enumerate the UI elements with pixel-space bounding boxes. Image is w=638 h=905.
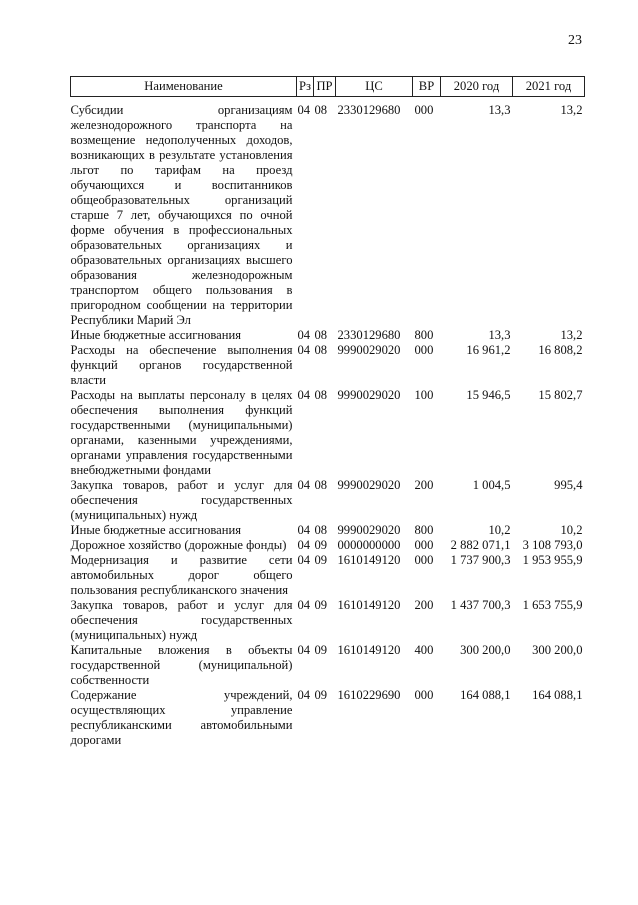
row-name: Расходы на обеспечение выполнения функций органов государственной власти [70,343,293,387]
row-2021: 164 088,1 [532,688,583,702]
row-vr: 000 [414,538,434,552]
header-name: Наименование [71,77,297,97]
table-body [71,97,585,749]
row-2020: 1 004,5 [472,478,511,492]
row-vr: 000 [414,688,434,702]
row-pr: 09 [314,643,328,657]
row-2021: 995,4 [554,478,583,492]
row-2021: 16 808,2 [538,343,583,357]
budget-table [70,76,585,748]
row-2021: 1 653 755,9 [522,598,583,612]
row-name: Иные бюджетные ассигнования [70,523,242,537]
row-pr: 09 [314,598,328,612]
row-cs: 1610149120 [337,598,401,612]
row-rz: 04 [297,328,311,342]
row-rz: 04 [297,538,311,552]
header-vr: ВР [413,77,441,97]
row-name: Дорожное хозяйство (дорожные фонды) [70,538,287,552]
row-cs: 1610149120 [337,643,401,657]
row-rz: 04 [297,553,311,567]
row-vr: 400 [414,643,434,657]
row-2020: 16 961,2 [466,343,511,357]
row-cs: 9990029020 [337,523,401,537]
row-cs: 2330129680 [337,328,401,342]
header-rz: Рз [297,77,314,97]
row-name: Содержание учреждений, осуществляющих управление республиканскими автомобильными дорогами [70,688,293,747]
row-2021: 13,2 [560,328,583,342]
header-pr: ПР [314,77,336,97]
row-2021: 10,2 [560,523,583,537]
row-2020: 1 737 900,3 [450,553,511,567]
row-pr: 08 [314,103,328,117]
row-rz: 04 [297,523,311,537]
table-row [71,328,585,343]
row-cs: 9990029020 [337,478,401,492]
row-pr: 08 [314,478,328,492]
row-cs: 0000000000 [337,538,401,552]
row-rz: 04 [297,598,311,612]
row-rz: 04 [297,103,311,117]
row-rz: 04 [297,343,311,357]
row-2020: 10,2 [488,523,511,537]
row-2020: 300 200,0 [460,643,511,657]
row-vr: 200 [414,478,434,492]
table-row [71,643,585,688]
table-row [71,523,585,538]
row-pr: 08 [314,328,328,342]
table-header [71,77,585,97]
row-pr: 08 [314,388,328,402]
row-2021: 13,2 [560,103,583,117]
row-vr: 800 [414,328,434,342]
row-pr: 09 [314,553,328,567]
row-2020: 13,3 [488,328,511,342]
row-rz: 04 [297,388,311,402]
row-vr: 800 [414,523,434,537]
row-name: Расходы на выплаты персоналу в целях обеспечения выполнения функций государственными (муниципальными) органами, казенными учреждениями, органами управления государственными внебюджетными фондами [70,388,293,477]
row-2021: 300 200,0 [532,643,583,657]
row-2020: 15 946,5 [466,388,511,402]
row-pr: 08 [314,523,328,537]
row-name: Иные бюджетные ассигнования [70,328,242,342]
row-cs: 1610149120 [337,553,401,567]
table-row [71,538,585,553]
row-name: Модернизация и развитие сети автомобильных дорог общего пользования республиканского значения [70,553,293,597]
row-vr: 000 [414,553,434,567]
table-row [71,343,585,388]
page-number: 23 [568,33,582,48]
row-vr: 000 [414,103,434,117]
row-cs: 2330129680 [337,103,401,117]
table-row [71,598,585,643]
table-row [71,478,585,523]
table-row [71,688,585,748]
row-pr: 09 [314,688,328,702]
header-2021: 2021 год [513,77,585,97]
row-2020: 13,3 [488,103,511,117]
row-cs: 1610229690 [337,688,401,702]
row-name: Субсидии организациям железнодорожного транспорта на возмещение недополученных доходов, возникающих в результате установления льгот по тарифам на проезд обучающихся и воспитанников общеобразовательных организаций старше 7 лет, обучающихся по очной форме обучения в профессиональных образовательных организациях и образовательных организациях высшего образования железнодорожным транспортом общего пользования в пригородном сообщении на территории Республики Марий Эл [70,103,293,327]
row-cs: 9990029020 [337,343,401,357]
row-name: Капитальные вложения в объекты государственной (муниципальной) собственности [70,643,293,687]
row-vr: 000 [414,343,434,357]
table-row [71,553,585,598]
row-name: Закупка товаров, работ и услуг для обеспечения государственных (муниципальных) нужд [70,478,293,522]
row-2020: 2 882 071,1 [450,538,511,552]
row-2021: 1 953 955,9 [522,553,583,567]
row-2020: 164 088,1 [460,688,511,702]
row-pr: 09 [314,538,328,552]
row-vr: 100 [414,388,434,402]
header-cs: ЦС [336,77,413,97]
row-rz: 04 [297,688,311,702]
table-row [71,97,585,329]
row-vr: 200 [414,598,434,612]
row-name: Закупка товаров, работ и услуг для обеспечения государственных (муниципальных) нужд [70,598,293,642]
row-2020: 1 437 700,3 [450,598,511,612]
row-rz: 04 [297,643,311,657]
row-pr: 08 [314,343,328,357]
row-cs: 9990029020 [337,388,401,402]
row-2021: 3 108 793,0 [522,538,583,552]
row-2021: 15 802,7 [538,388,583,402]
row-rz: 04 [297,478,311,492]
header-2020: 2020 год [441,77,513,97]
table-row [71,388,585,478]
